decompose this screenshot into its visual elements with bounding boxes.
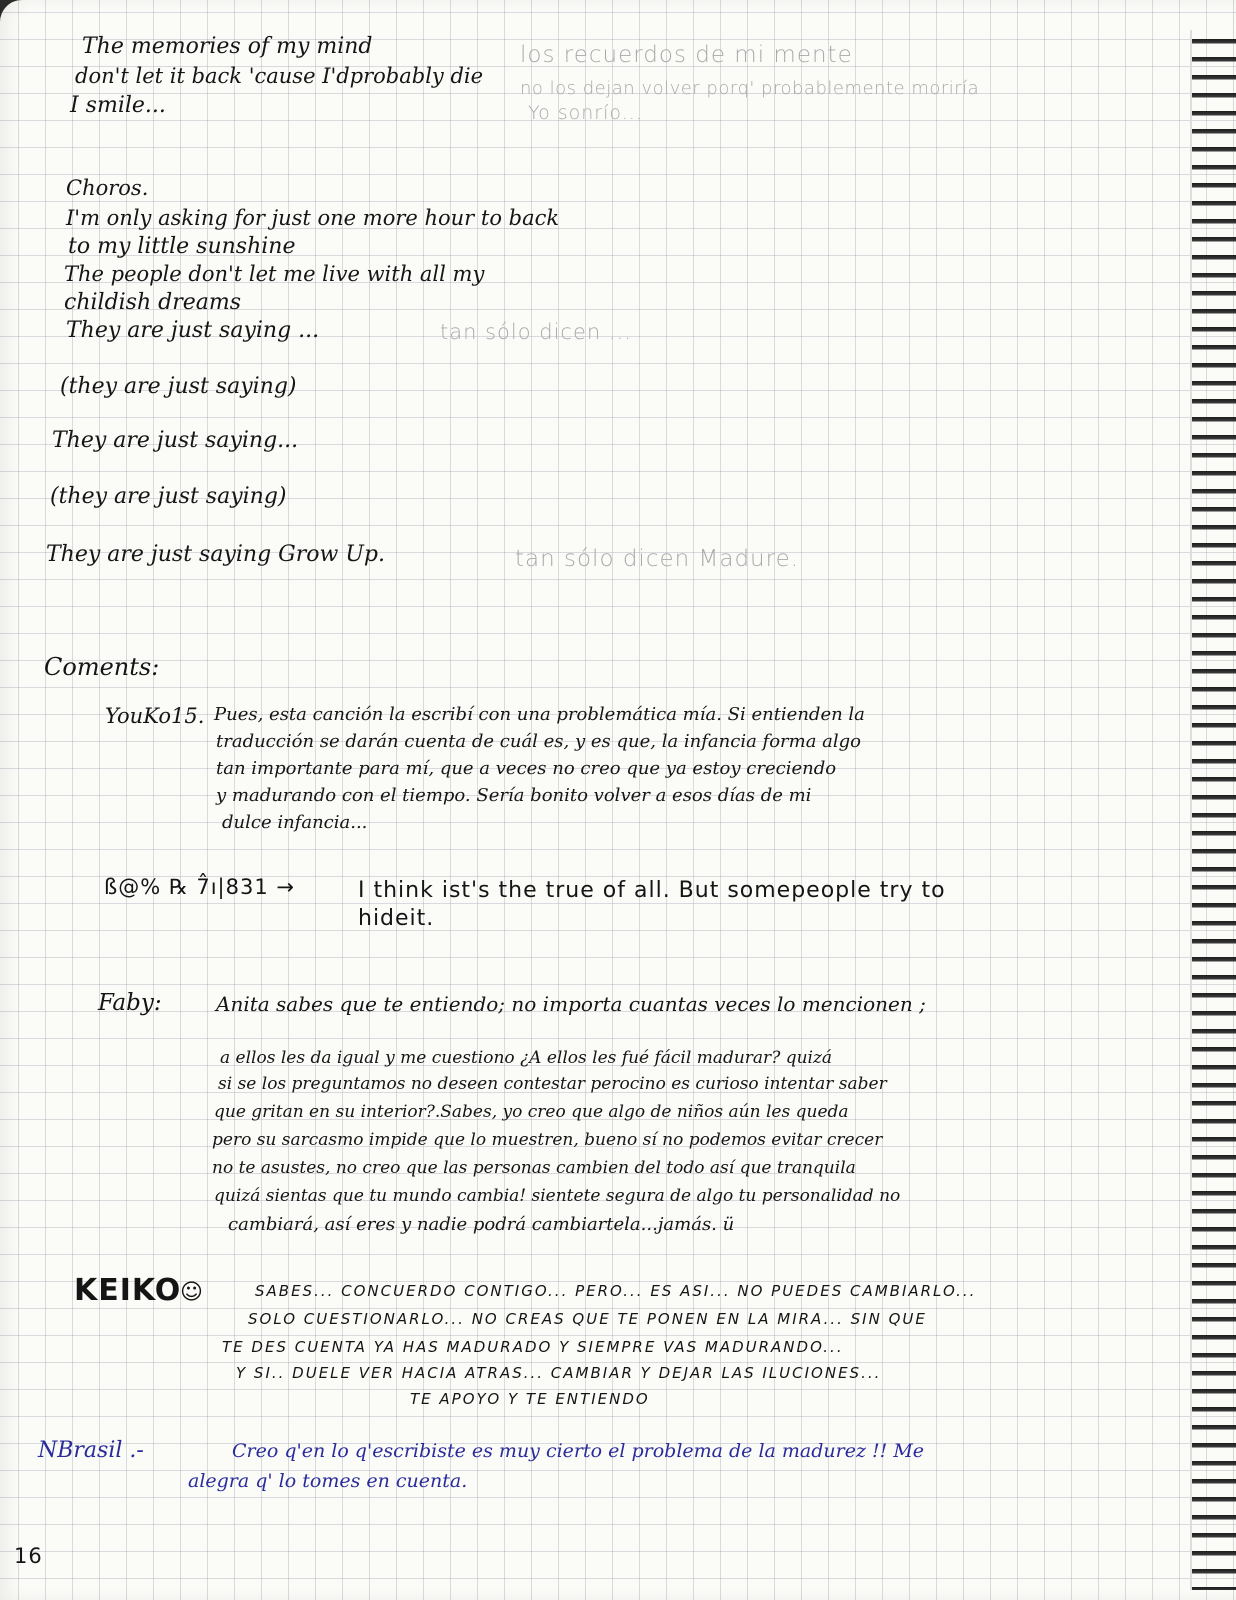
chorus-line-8: (they are just saying)	[50, 484, 287, 509]
comment-nbrasil-line-2: alegra q' lo tomes en cuenta.	[188, 1470, 468, 1492]
verse-translation-3: Yo sonrío...	[528, 102, 643, 124]
comment-keiko-line-4: Y SI.. DUELE VER HACIA ATRAS... CAMBIAR Y DEJAR LAS ILUCIONES...	[236, 1364, 882, 1382]
spiral-binding	[1190, 30, 1236, 1590]
comment-youko-line-5: dulce infancia...	[222, 812, 368, 833]
comment-author-youko: YouKo15.	[105, 704, 205, 728]
chorus-line-1: I'm only asking for just one more hour to back	[66, 206, 560, 230]
comment-faby-line-2: a ellos les da igual y me cuestiono ¿A ellos les fué fácil madurar? quizá	[220, 1048, 833, 1068]
comment-keiko-line-3: TE DES CUENTA YA HAS MADURADO Y SIEMPRE VAS MADURANDO...	[222, 1338, 844, 1356]
chorus-line-9: They are just saying Grow Up.	[46, 542, 385, 567]
comment-keiko-line-5: TE APOYO Y TE ENTIENDO	[410, 1390, 650, 1408]
comment-faby-line-6: no te asustes, no creo que las personas cambien del todo así que tranquila	[212, 1158, 856, 1178]
verse-translation-1: los recuerdos de mi mente	[520, 42, 853, 68]
chorus-line-2: to my little sunshine	[68, 234, 296, 259]
verse-line-3: I smile...	[70, 93, 166, 118]
comment-youko-line-4: y madurando con el tiempo. Sería bonito volver a esos días de mi	[216, 785, 812, 806]
comment-faby-line-4: que gritan en su interior?.Sabes, yo creo que algo de niños aún les queda	[214, 1102, 849, 1122]
comment-faby-line-5: pero su sarcasmo impide que lo muestren, bueno sí no podemos evitar crecer	[212, 1130, 883, 1150]
comment-author-faby: Faby:	[98, 990, 162, 1016]
comment-author-symbols: ß@% ℞ 7̂ı|831 →	[104, 875, 295, 899]
verse-line-1: The memories of my mind	[82, 34, 373, 59]
chorus-line-5: They are just saying ...	[66, 318, 320, 343]
page-number: 16	[14, 1544, 43, 1568]
comment-faby-line-7: quizá sientas que tu mundo cambia! sientete segura de algo tu personalidad no	[214, 1186, 901, 1206]
chorus-translation-1: tan sólo dicen ...	[440, 320, 632, 344]
comment-keiko-line-1: SABES... CONCUERDO CONTIGO... PERO... ES ASI... NO PUEDES CAMBIARLO...	[255, 1282, 977, 1300]
comment-youko-line-1: Pues, esta canción la escribí con una problemática mía. Si entienden la	[214, 704, 865, 725]
verse-translation-2: no los dejan volver porq' probablemente moriría	[520, 78, 980, 99]
comment-faby-line-8: cambiará, así eres y nadie podrá cambiartela...jamás. ü	[228, 1214, 735, 1235]
comments-heading: Coments:	[44, 653, 160, 681]
comment-author-keiko: KEIKO	[74, 1273, 182, 1308]
chorus-line-4: childish dreams	[64, 290, 242, 315]
comment-nbrasil-line-1: Creo q'en lo q'escribiste es muy cierto el problema de la madurez !! Me	[232, 1440, 925, 1462]
comment-symbols-line-2: hideit.	[358, 906, 435, 931]
comment-faby-line-3: si se los preguntamos no deseen contestar perocino es curioso intentar saber	[218, 1074, 887, 1094]
chorus-line-6: (they are just saying)	[60, 374, 297, 399]
comment-author-nbrasil: NBrasil .-	[38, 1438, 144, 1463]
comment-faby-line-1: Anita sabes que te entiendo; no importa cuantas veces lo mencionen ;	[216, 992, 926, 1016]
comment-youko-line-3: tan importante para mí, que a veces no creo que ya estoy creciendo	[216, 758, 837, 779]
comment-youko-line-2: traducción se darán cuenta de cuál es, y es que, la infancia forma algo	[216, 731, 862, 752]
verse-line-2: don't let it back 'cause I'dprobably die	[75, 64, 484, 88]
comment-keiko-line-2: SOLO CUESTIONARLO... NO CREAS QUE TE PONEN EN LA MIRA... SIN QUE	[248, 1310, 927, 1328]
chorus-line-7: They are just saying...	[52, 428, 299, 453]
chorus-line-3: The people don't let me live with all my	[64, 262, 485, 286]
chorus-heading: Choros.	[66, 176, 149, 200]
smiley-icon: ☺	[180, 1280, 203, 1305]
chorus-translation-2: tan sólo dicen Madure.	[515, 546, 800, 572]
comment-symbols-line-1: I think ist's the true of all. But somepeople try to	[358, 878, 946, 903]
